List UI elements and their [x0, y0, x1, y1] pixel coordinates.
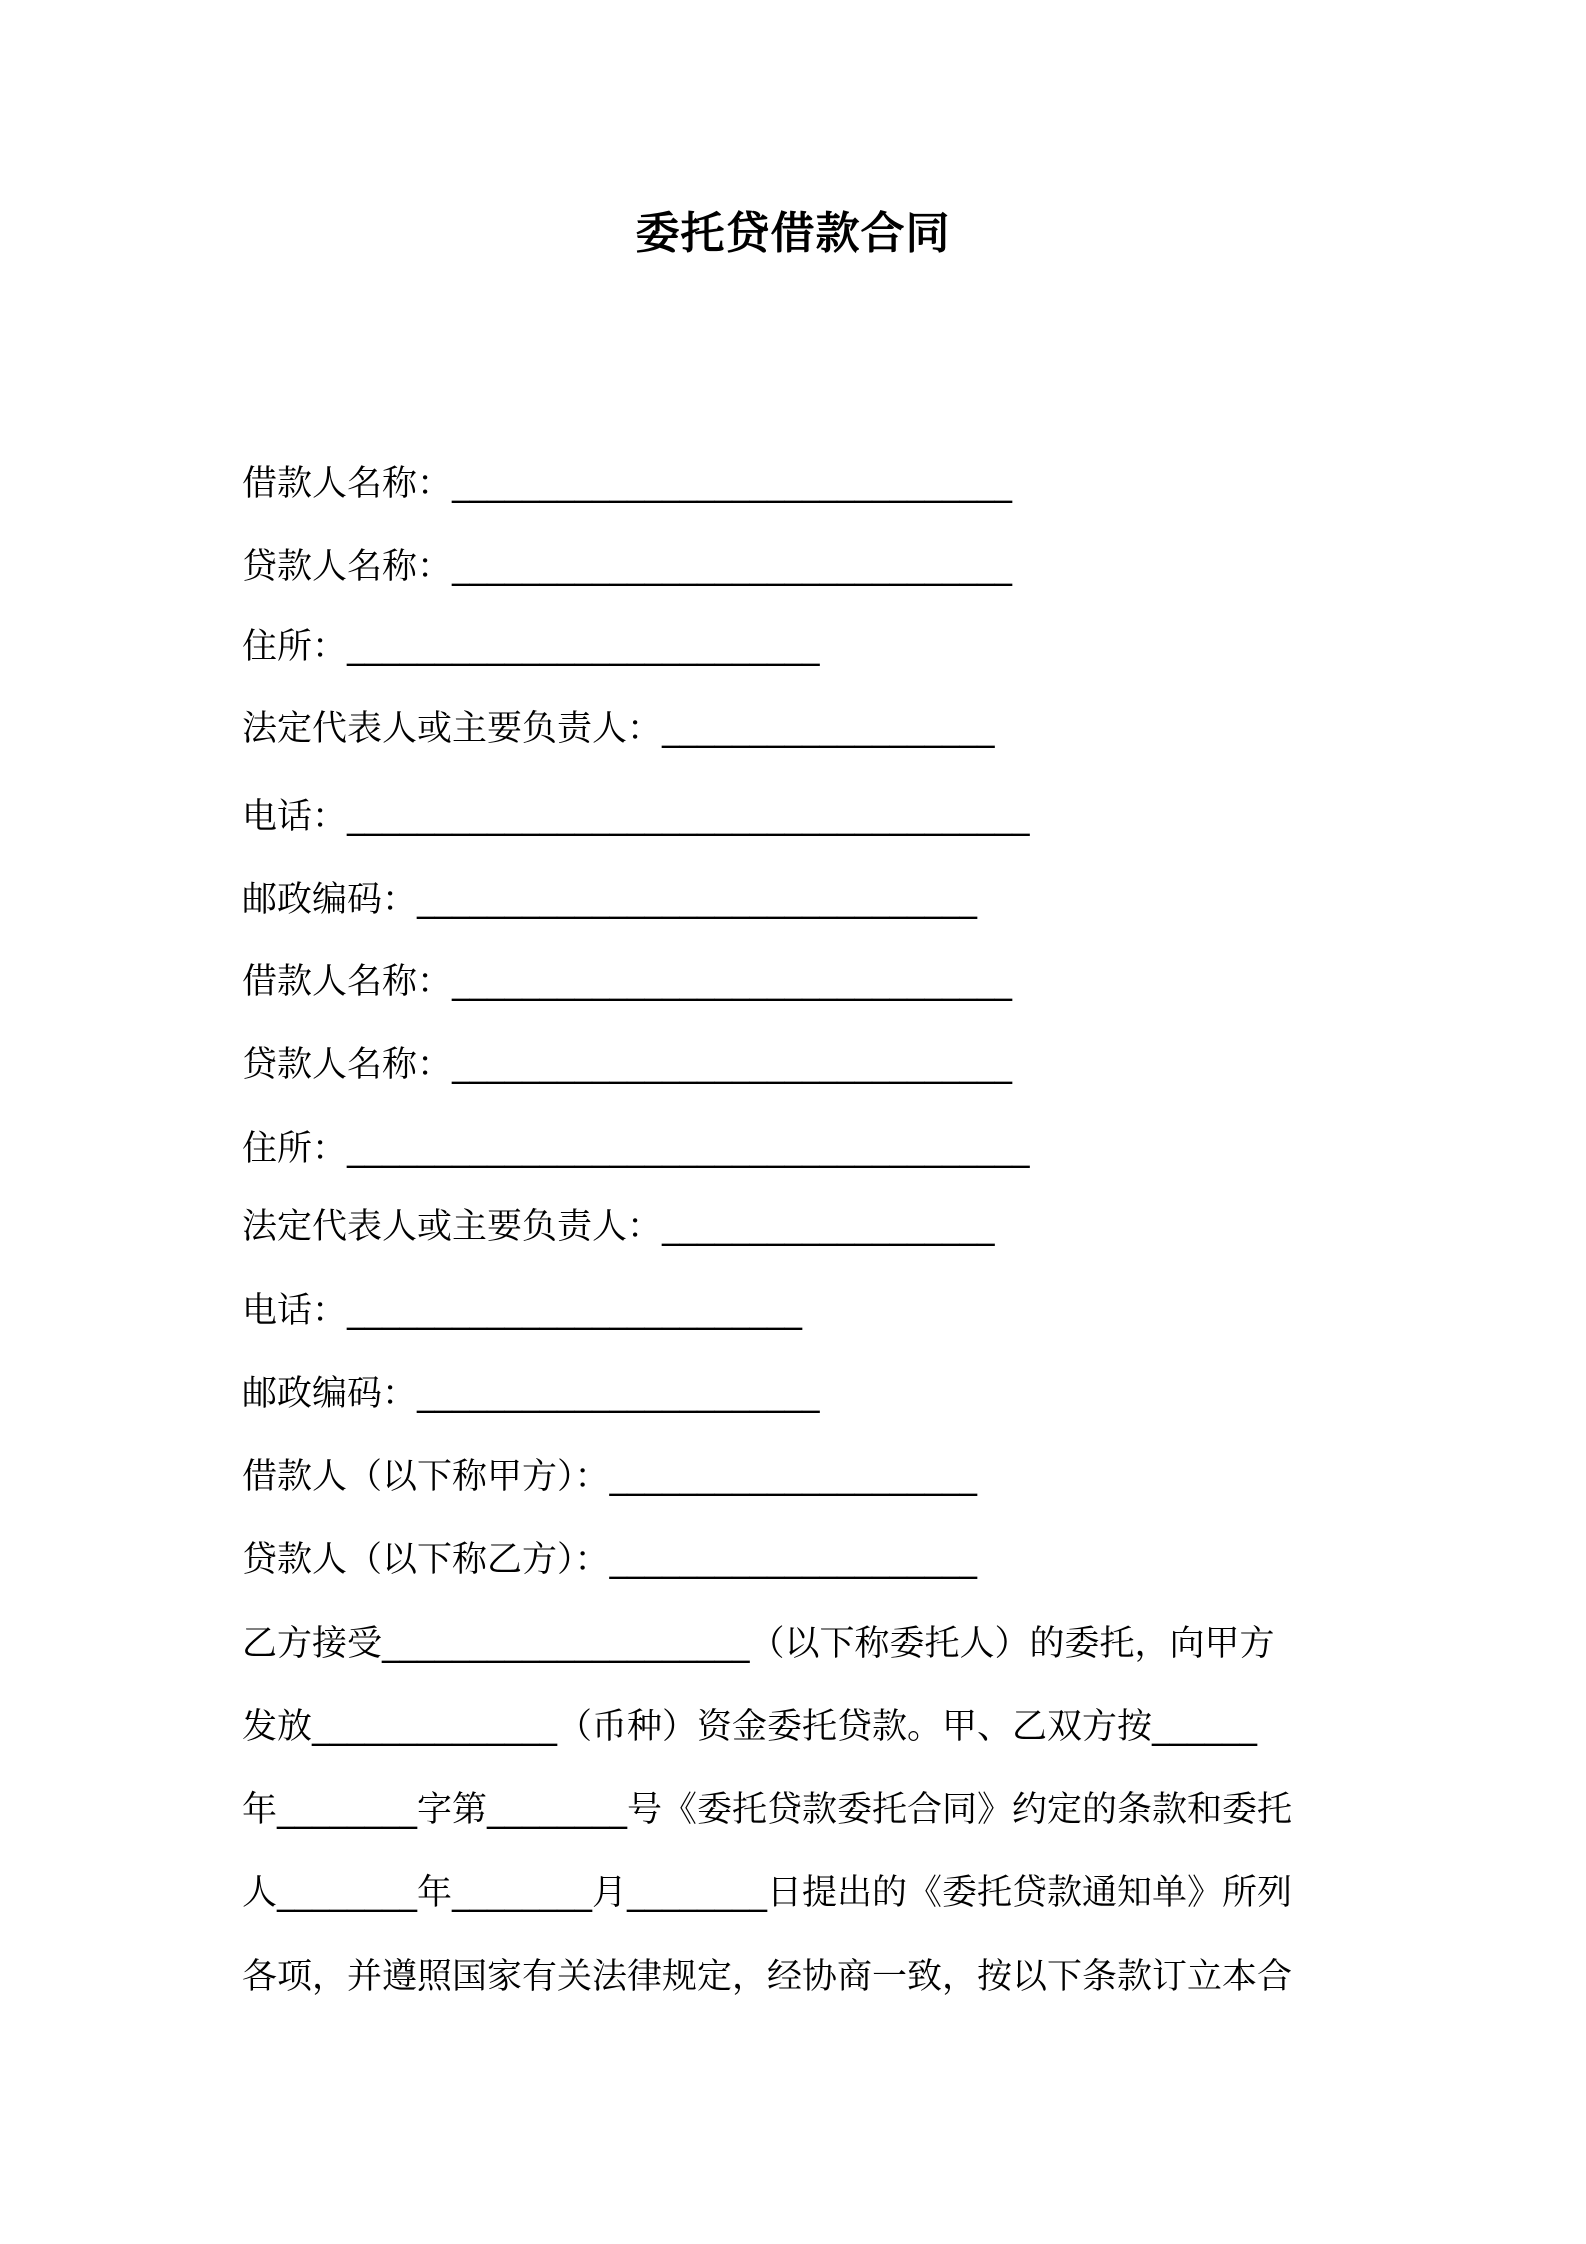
field-postal-code [242, 880, 978, 920]
field-label: 贷款人（以下称乙方）： [242, 1540, 610, 1580]
field-lender-name [242, 547, 1013, 587]
field-label: 借款人名称： [242, 464, 453, 504]
field-legal-representative [242, 709, 995, 749]
paragraph-line-1: 乙方接受_____________________（以下称委托人）的委托，向甲方 [242, 1624, 1275, 1664]
field-blank: __________________________ [347, 1291, 803, 1331]
field-label: 贷款人名称： [242, 547, 453, 587]
field-blank: _____________________ [609, 1540, 978, 1580]
field-blank: ___________________________ [347, 627, 820, 667]
field-legal-representative-2 [242, 1207, 995, 1247]
paragraph-line-4: 人________年________月________日提出的《委托贷款通知单》所列 [242, 1873, 1293, 1913]
field-label: 借款人（以下称甲方）： [242, 1457, 610, 1497]
paragraph-line-2: 发放______________（币种）资金委托贷款。甲、乙双方按______ [242, 1707, 1258, 1747]
field-label: 贷款人名称： [242, 1045, 453, 1085]
field-label: 法定代表人或主要负责人： [242, 709, 663, 749]
field-label: 邮政编码： [242, 1374, 418, 1414]
field-blank: ________________________________ [417, 880, 978, 920]
field-blank: ________________________________ [452, 547, 1013, 587]
field-label: 住所： [242, 1129, 348, 1169]
field-address-2 [242, 1129, 1030, 1169]
field-postal-code-2 [242, 1374, 820, 1414]
field-lender-name-2 [242, 1045, 1013, 1085]
document-title: 委托贷借款合同 [635, 208, 951, 259]
field-label: 电话： [242, 797, 348, 837]
field-phone-2 [242, 1291, 803, 1331]
field-phone [242, 797, 1030, 837]
field-blank: ________________________________ [452, 962, 1013, 1002]
field-blank: ________________________________ [452, 1045, 1013, 1085]
field-blank: _______________________________________ [347, 1129, 1030, 1169]
field-blank: ________________________________ [452, 464, 1013, 504]
field-label: 借款人名称： [242, 962, 453, 1002]
field-label: 住所： [242, 627, 348, 667]
field-blank: ___________________ [662, 1207, 995, 1247]
field-blank: _____________________ [609, 1457, 978, 1497]
field-blank: _______________________ [417, 1374, 820, 1414]
field-blank: ___________________ [662, 709, 995, 749]
field-party-a [242, 1457, 978, 1497]
field-label: 邮政编码： [242, 880, 418, 920]
paragraph-line-5: 各项，并遵照国家有关法律规定，经协商一致，按以下条款订立本合 [242, 1957, 1293, 1997]
field-borrower-name-2 [242, 962, 1013, 1002]
field-label: 法定代表人或主要负责人： [242, 1207, 663, 1247]
field-label: 电话： [242, 1291, 348, 1331]
field-blank: _______________________________________ [347, 797, 1030, 837]
paragraph-line-3: 年________字第________号《委托贷款委托合同》约定的条款和委托 [242, 1790, 1293, 1830]
field-borrower-name [242, 464, 1013, 504]
field-address [242, 627, 820, 667]
field-party-b [242, 1540, 978, 1580]
